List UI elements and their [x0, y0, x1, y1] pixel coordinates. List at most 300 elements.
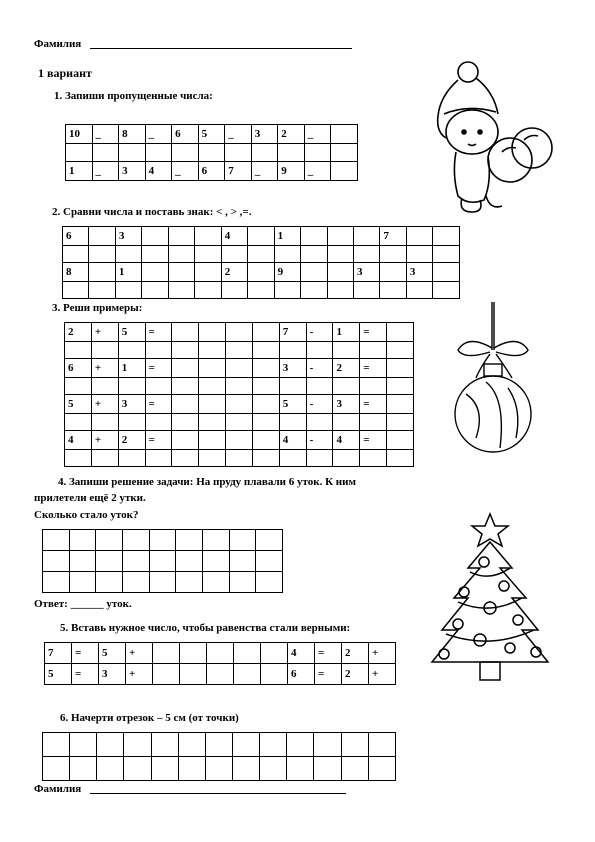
- grid-cell[interactable]: [172, 450, 199, 467]
- grid-cell[interactable]: [387, 395, 414, 414]
- grid-cell[interactable]: [199, 395, 226, 414]
- grid-cell[interactable]: [248, 263, 274, 282]
- grid-cell[interactable]: [69, 551, 96, 572]
- grid-cell[interactable]: [43, 530, 70, 551]
- grid-cell[interactable]: [145, 144, 172, 162]
- grid-cell[interactable]: [142, 227, 168, 246]
- grid-cell[interactable]: 7: [279, 323, 306, 342]
- grid-cell[interactable]: [387, 378, 414, 395]
- grid-cell[interactable]: [118, 342, 145, 359]
- grid-cell[interactable]: 9: [274, 263, 300, 282]
- grid-cell[interactable]: [387, 359, 414, 378]
- grid-cell[interactable]: [248, 246, 274, 263]
- grid-cell[interactable]: [380, 246, 406, 263]
- grid-cell[interactable]: [142, 263, 168, 282]
- grid-cell[interactable]: [118, 414, 145, 431]
- grid-cell[interactable]: [368, 733, 395, 757]
- grid-cell[interactable]: 4: [333, 431, 360, 450]
- grid-cell[interactable]: [70, 757, 97, 781]
- grid-cell[interactable]: [172, 431, 199, 450]
- grid-cell[interactable]: [119, 144, 146, 162]
- grid-cell[interactable]: [353, 227, 379, 246]
- grid-cell[interactable]: [353, 246, 379, 263]
- grid-cell[interactable]: [180, 643, 207, 664]
- task1-title: 1. Запиши пропущенные числа:: [54, 90, 213, 102]
- grid-cell[interactable]: [65, 378, 92, 395]
- grid-cell[interactable]: 7: [225, 162, 252, 181]
- grid-cell[interactable]: [287, 757, 314, 781]
- grid-cell[interactable]: 3: [99, 664, 126, 685]
- grid-cell[interactable]: [168, 282, 194, 299]
- grid-cell[interactable]: [387, 323, 414, 342]
- grid-cell[interactable]: 5: [198, 125, 225, 144]
- grid-cell[interactable]: 8: [119, 125, 146, 144]
- grid-cell[interactable]: _: [92, 162, 119, 181]
- grid-cell[interactable]: [306, 450, 333, 467]
- surname-line-top[interactable]: [90, 48, 352, 49]
- grid-cell[interactable]: [261, 643, 288, 664]
- grid-cell[interactable]: [360, 450, 387, 467]
- grid-cell[interactable]: _: [145, 125, 172, 144]
- grid-cell[interactable]: _: [304, 125, 331, 144]
- grid-cell[interactable]: [252, 431, 279, 450]
- grid-cell[interactable]: [199, 323, 226, 342]
- grid-cell[interactable]: [198, 144, 225, 162]
- grid-cell[interactable]: [168, 227, 194, 246]
- grid-cell[interactable]: 2: [342, 643, 369, 664]
- grid-cell[interactable]: [360, 342, 387, 359]
- grid-cell[interactable]: [360, 378, 387, 395]
- grid-cell[interactable]: 4: [288, 643, 315, 664]
- grid-cell[interactable]: [248, 282, 274, 299]
- grid-cell[interactable]: 1: [333, 323, 360, 342]
- grid-cell[interactable]: [251, 144, 278, 162]
- grid-cell[interactable]: [149, 572, 176, 593]
- grid-cell[interactable]: 3: [115, 227, 141, 246]
- grid-cell[interactable]: [327, 246, 353, 263]
- grid-cell[interactable]: [232, 757, 259, 781]
- grid-cell[interactable]: +: [369, 643, 396, 664]
- grid-cell[interactable]: [89, 263, 115, 282]
- grid-cell[interactable]: [91, 450, 118, 467]
- grid-cell[interactable]: [176, 551, 203, 572]
- grid-cell[interactable]: [248, 227, 274, 246]
- grid-cell[interactable]: [195, 246, 221, 263]
- grid-cell[interactable]: 6: [63, 227, 89, 246]
- task2-title: 2. Сравни числа и поставь знак: < , > ,=.: [52, 206, 252, 218]
- grid-cell[interactable]: [178, 757, 205, 781]
- grid-cell[interactable]: [172, 414, 199, 431]
- grid-cell[interactable]: 4: [145, 162, 172, 181]
- grid-cell[interactable]: [301, 282, 327, 299]
- grid-cell[interactable]: -: [306, 359, 333, 378]
- grid-cell[interactable]: [314, 733, 341, 757]
- grid-cell[interactable]: 5: [99, 643, 126, 664]
- grid-cell[interactable]: [341, 757, 368, 781]
- grid-cell[interactable]: 1: [274, 227, 300, 246]
- grid-cell[interactable]: [252, 414, 279, 431]
- grid-cell[interactable]: +: [91, 359, 118, 378]
- grid-cell[interactable]: [96, 530, 123, 551]
- task4-grid: [42, 529, 283, 593]
- grid-cell[interactable]: [207, 643, 234, 664]
- grid-cell[interactable]: [145, 414, 172, 431]
- grid-cell[interactable]: =: [72, 664, 99, 685]
- grid-cell[interactable]: [260, 733, 287, 757]
- grid-cell[interactable]: [176, 572, 203, 593]
- grid-cell[interactable]: [229, 551, 256, 572]
- grid-cell[interactable]: [153, 643, 180, 664]
- grid-cell[interactable]: [387, 342, 414, 359]
- grid-cell[interactable]: [124, 733, 151, 757]
- grid-cell[interactable]: [279, 450, 306, 467]
- grid-cell[interactable]: +: [369, 664, 396, 685]
- task4-title-line1: 4. Запиши решение задачи: На пруду плавали 6 уток. К ним: [58, 476, 356, 488]
- grid-cell[interactable]: +: [126, 643, 153, 664]
- grid-cell[interactable]: [256, 572, 283, 593]
- grid-cell[interactable]: 3: [119, 162, 146, 181]
- grid-cell[interactable]: [195, 263, 221, 282]
- grid-cell[interactable]: [226, 342, 253, 359]
- grid-cell[interactable]: [333, 414, 360, 431]
- grid-cell[interactable]: [252, 342, 279, 359]
- grid-cell[interactable]: [252, 395, 279, 414]
- grid-cell[interactable]: =: [72, 643, 99, 664]
- grid-cell[interactable]: 2: [118, 431, 145, 450]
- grid-cell[interactable]: [168, 246, 194, 263]
- grid-cell[interactable]: [433, 282, 460, 299]
- grid-cell[interactable]: [331, 125, 358, 144]
- grid-cell[interactable]: [43, 757, 70, 781]
- grid-cell[interactable]: [226, 359, 253, 378]
- grid-cell[interactable]: [433, 263, 460, 282]
- grid-cell[interactable]: [406, 282, 432, 299]
- grid-cell[interactable]: _: [251, 162, 278, 181]
- grid-cell[interactable]: [96, 572, 123, 593]
- grid-cell[interactable]: [327, 282, 353, 299]
- grid-cell[interactable]: =: [360, 323, 387, 342]
- grid-cell[interactable]: 3: [279, 359, 306, 378]
- grid-cell[interactable]: [178, 733, 205, 757]
- surname-line-bottom[interactable]: [90, 793, 346, 794]
- task6-grid: [42, 732, 396, 781]
- grid-cell[interactable]: [406, 246, 432, 263]
- grid-cell[interactable]: [145, 342, 172, 359]
- grid-cell[interactable]: 3: [333, 395, 360, 414]
- grid-cell[interactable]: 7: [45, 643, 72, 664]
- grid-cell[interactable]: [260, 757, 287, 781]
- grid-cell[interactable]: [207, 664, 234, 685]
- grid-cell[interactable]: [252, 323, 279, 342]
- grid-cell[interactable]: [279, 342, 306, 359]
- grid-row: [66, 125, 358, 144]
- grid-cell[interactable]: [122, 530, 149, 551]
- grid-cell[interactable]: 7: [380, 227, 406, 246]
- grid-cell[interactable]: [172, 144, 199, 162]
- grid-cell[interactable]: [89, 246, 115, 263]
- grid-cell[interactable]: [301, 246, 327, 263]
- grid-cell[interactable]: _: [225, 125, 252, 144]
- grid-cell[interactable]: [91, 378, 118, 395]
- grid-cell[interactable]: [306, 414, 333, 431]
- grid-cell[interactable]: [387, 414, 414, 431]
- grid-cell[interactable]: [278, 144, 305, 162]
- grid-cell[interactable]: 4: [221, 227, 247, 246]
- grid-cell[interactable]: [96, 551, 123, 572]
- answer-blank[interactable]: ______: [70, 598, 104, 610]
- grid-cell[interactable]: [199, 431, 226, 450]
- grid-cell[interactable]: [142, 246, 168, 263]
- grid-cell[interactable]: [221, 282, 247, 299]
- grid-cell[interactable]: 6: [288, 664, 315, 685]
- grid-cell[interactable]: [97, 733, 124, 757]
- grid-cell[interactable]: [65, 414, 92, 431]
- grid-cell[interactable]: 5: [45, 664, 72, 685]
- grid-cell[interactable]: [118, 450, 145, 467]
- grid-cell[interactable]: [89, 227, 115, 246]
- grid-cell[interactable]: 8: [63, 263, 89, 282]
- grid-cell[interactable]: 4: [65, 431, 92, 450]
- grid-cell[interactable]: [221, 246, 247, 263]
- grid-cell[interactable]: [172, 378, 199, 395]
- grid-cell[interactable]: [69, 572, 96, 593]
- grid-cell[interactable]: 3: [251, 125, 278, 144]
- grid-cell[interactable]: 9: [278, 162, 305, 181]
- grid-cell[interactable]: [279, 414, 306, 431]
- grid-cell[interactable]: =: [360, 431, 387, 450]
- grid-cell[interactable]: 2: [278, 125, 305, 144]
- grid-cell[interactable]: 6: [65, 359, 92, 378]
- grid-cell[interactable]: [274, 246, 300, 263]
- grid-cell[interactable]: 6: [172, 125, 199, 144]
- grid-cell[interactable]: [153, 664, 180, 685]
- grid-cell[interactable]: [63, 246, 89, 263]
- grid-cell[interactable]: [89, 282, 115, 299]
- child-with-ornaments-illustration: [428, 56, 558, 218]
- grid-cell[interactable]: 1: [66, 162, 93, 181]
- grid-cell[interactable]: [252, 378, 279, 395]
- grid-cell[interactable]: [43, 572, 70, 593]
- grid-cell[interactable]: [91, 342, 118, 359]
- grid-cell[interactable]: [199, 414, 226, 431]
- grid-cell[interactable]: 5: [118, 323, 145, 342]
- task4-title-line3: Сколько стало уток?: [34, 509, 139, 521]
- grid-cell[interactable]: [225, 144, 252, 162]
- grid-cell[interactable]: [306, 342, 333, 359]
- grid-cell[interactable]: 2: [342, 664, 369, 685]
- grid-cell[interactable]: [151, 733, 178, 757]
- grid-cell[interactable]: [70, 733, 97, 757]
- grid-cell[interactable]: 3: [406, 263, 432, 282]
- grid-cell[interactable]: [387, 450, 414, 467]
- grid-cell[interactable]: [234, 643, 261, 664]
- grid-cell[interactable]: [226, 414, 253, 431]
- grid-cell[interactable]: =: [315, 664, 342, 685]
- grid-cell[interactable]: [287, 733, 314, 757]
- grid-cell[interactable]: [314, 757, 341, 781]
- grid-cell[interactable]: _: [172, 162, 199, 181]
- grid-cell[interactable]: [331, 144, 358, 162]
- grid-cell[interactable]: [92, 144, 119, 162]
- grid-cell[interactable]: [65, 450, 92, 467]
- grid-cell[interactable]: [261, 664, 288, 685]
- grid-cell[interactable]: [199, 450, 226, 467]
- grid-cell[interactable]: [353, 282, 379, 299]
- grid-cell[interactable]: [202, 572, 229, 593]
- grid-cell[interactable]: [142, 282, 168, 299]
- grid-cell[interactable]: [256, 551, 283, 572]
- grid-cell[interactable]: 2: [221, 263, 247, 282]
- grid-cell[interactable]: [97, 757, 124, 781]
- grid-row: [65, 342, 414, 359]
- grid-cell[interactable]: [380, 282, 406, 299]
- grid-row: [45, 664, 396, 685]
- grid-cell[interactable]: [172, 395, 199, 414]
- grid-cell[interactable]: =: [360, 395, 387, 414]
- grid-cell[interactable]: =: [315, 643, 342, 664]
- grid-cell[interactable]: 3: [353, 263, 379, 282]
- grid-cell[interactable]: [301, 227, 327, 246]
- grid-cell[interactable]: [115, 246, 141, 263]
- grid-cell[interactable]: 2: [65, 323, 92, 342]
- grid-cell[interactable]: [43, 551, 70, 572]
- grid-cell[interactable]: [172, 359, 199, 378]
- grid-cell[interactable]: [406, 227, 432, 246]
- grid-cell[interactable]: 5: [279, 395, 306, 414]
- grid-cell[interactable]: 1: [115, 263, 141, 282]
- grid-cell[interactable]: [301, 263, 327, 282]
- grid-cell[interactable]: 10: [66, 125, 93, 144]
- grid-cell[interactable]: [368, 757, 395, 781]
- grid-cell[interactable]: [145, 450, 172, 467]
- grid-cell[interactable]: [172, 342, 199, 359]
- grid-cell[interactable]: [306, 378, 333, 395]
- grid-row: [65, 431, 414, 450]
- grid-cell[interactable]: [66, 144, 93, 162]
- grid-cell[interactable]: -: [306, 431, 333, 450]
- grid-row: [65, 450, 414, 467]
- grid-cell[interactable]: [256, 530, 283, 551]
- grid-cell[interactable]: =: [145, 431, 172, 450]
- grid-cell[interactable]: [145, 378, 172, 395]
- grid-cell[interactable]: [433, 227, 460, 246]
- grid-cell[interactable]: [205, 757, 232, 781]
- grid-cell[interactable]: =: [360, 359, 387, 378]
- grid-cell[interactable]: [252, 450, 279, 467]
- grid-cell[interactable]: [202, 551, 229, 572]
- grid-cell[interactable]: [118, 378, 145, 395]
- grid-row: [66, 144, 358, 162]
- grid-cell[interactable]: -: [306, 395, 333, 414]
- grid-cell[interactable]: [199, 342, 226, 359]
- grid-cell[interactable]: [333, 450, 360, 467]
- grid-cell[interactable]: [115, 282, 141, 299]
- task5-title: 5. Вставь нужное число, чтобы равенства стали верными:: [60, 622, 351, 634]
- grid-cell[interactable]: [176, 530, 203, 551]
- grid-cell[interactable]: [226, 395, 253, 414]
- grid-cell[interactable]: [333, 342, 360, 359]
- grid-cell[interactable]: [205, 733, 232, 757]
- grid-cell[interactable]: [327, 263, 353, 282]
- grid-cell[interactable]: 4: [279, 431, 306, 450]
- grid-cell[interactable]: [168, 263, 194, 282]
- grid-cell[interactable]: =: [145, 323, 172, 342]
- grid-cell[interactable]: [151, 757, 178, 781]
- grid-cell[interactable]: [274, 282, 300, 299]
- task2-grid: [62, 226, 460, 299]
- grid-cell[interactable]: _: [304, 162, 331, 181]
- answer-label: Ответ:: [34, 598, 68, 610]
- grid-cell[interactable]: +: [91, 323, 118, 342]
- grid-cell[interactable]: [226, 450, 253, 467]
- grid-cell[interactable]: [360, 414, 387, 431]
- grid-cell[interactable]: [331, 162, 358, 181]
- grid-cell[interactable]: 6: [198, 162, 225, 181]
- grid-cell[interactable]: 3: [118, 395, 145, 414]
- grid-row: [43, 530, 283, 551]
- grid-row: [43, 572, 283, 593]
- grid-cell[interactable]: [124, 757, 151, 781]
- grid-cell[interactable]: [122, 551, 149, 572]
- grid-cell[interactable]: [63, 282, 89, 299]
- grid-cell[interactable]: [195, 227, 221, 246]
- grid-cell[interactable]: [229, 530, 256, 551]
- grid-cell[interactable]: [232, 733, 259, 757]
- grid-cell[interactable]: [199, 359, 226, 378]
- grid-cell[interactable]: [180, 664, 207, 685]
- grid-cell[interactable]: [234, 664, 261, 685]
- grid-cell[interactable]: [327, 227, 353, 246]
- grid-cell[interactable]: [279, 378, 306, 395]
- hat-pompom-icon: [458, 62, 478, 82]
- grid-cell[interactable]: 5: [65, 395, 92, 414]
- grid-cell[interactable]: [149, 530, 176, 551]
- grid-cell[interactable]: _: [92, 125, 119, 144]
- grid-cell[interactable]: [333, 378, 360, 395]
- grid-cell[interactable]: [69, 530, 96, 551]
- grid-cell[interactable]: [433, 246, 460, 263]
- grid-cell[interactable]: [202, 530, 229, 551]
- grid-cell[interactable]: [229, 572, 256, 593]
- grid-cell[interactable]: [149, 551, 176, 572]
- grid-cell[interactable]: -: [306, 323, 333, 342]
- grid-cell[interactable]: +: [126, 664, 153, 685]
- variant-title: 1 вариант: [38, 66, 92, 80]
- grid-cell[interactable]: [195, 282, 221, 299]
- grid-cell[interactable]: 1: [118, 359, 145, 378]
- grid-cell[interactable]: [252, 359, 279, 378]
- grid-cell[interactable]: [122, 572, 149, 593]
- grid-row: [63, 227, 460, 246]
- grid-cell[interactable]: [226, 323, 253, 342]
- grid-cell[interactable]: [172, 323, 199, 342]
- grid-cell[interactable]: =: [145, 395, 172, 414]
- grid-cell[interactable]: [91, 414, 118, 431]
- grid-cell[interactable]: [43, 733, 70, 757]
- grid-cell[interactable]: [226, 431, 253, 450]
- grid-cell[interactable]: [199, 378, 226, 395]
- grid-cell[interactable]: [226, 378, 253, 395]
- grid-cell[interactable]: [304, 144, 331, 162]
- grid-cell[interactable]: =: [145, 359, 172, 378]
- grid-cell[interactable]: [380, 263, 406, 282]
- grid-cell[interactable]: +: [91, 431, 118, 450]
- grid-cell[interactable]: [341, 733, 368, 757]
- grid-cell[interactable]: +: [91, 395, 118, 414]
- grid-cell[interactable]: 2: [333, 359, 360, 378]
- grid-cell[interactable]: [387, 431, 414, 450]
- grid-cell[interactable]: [65, 342, 92, 359]
